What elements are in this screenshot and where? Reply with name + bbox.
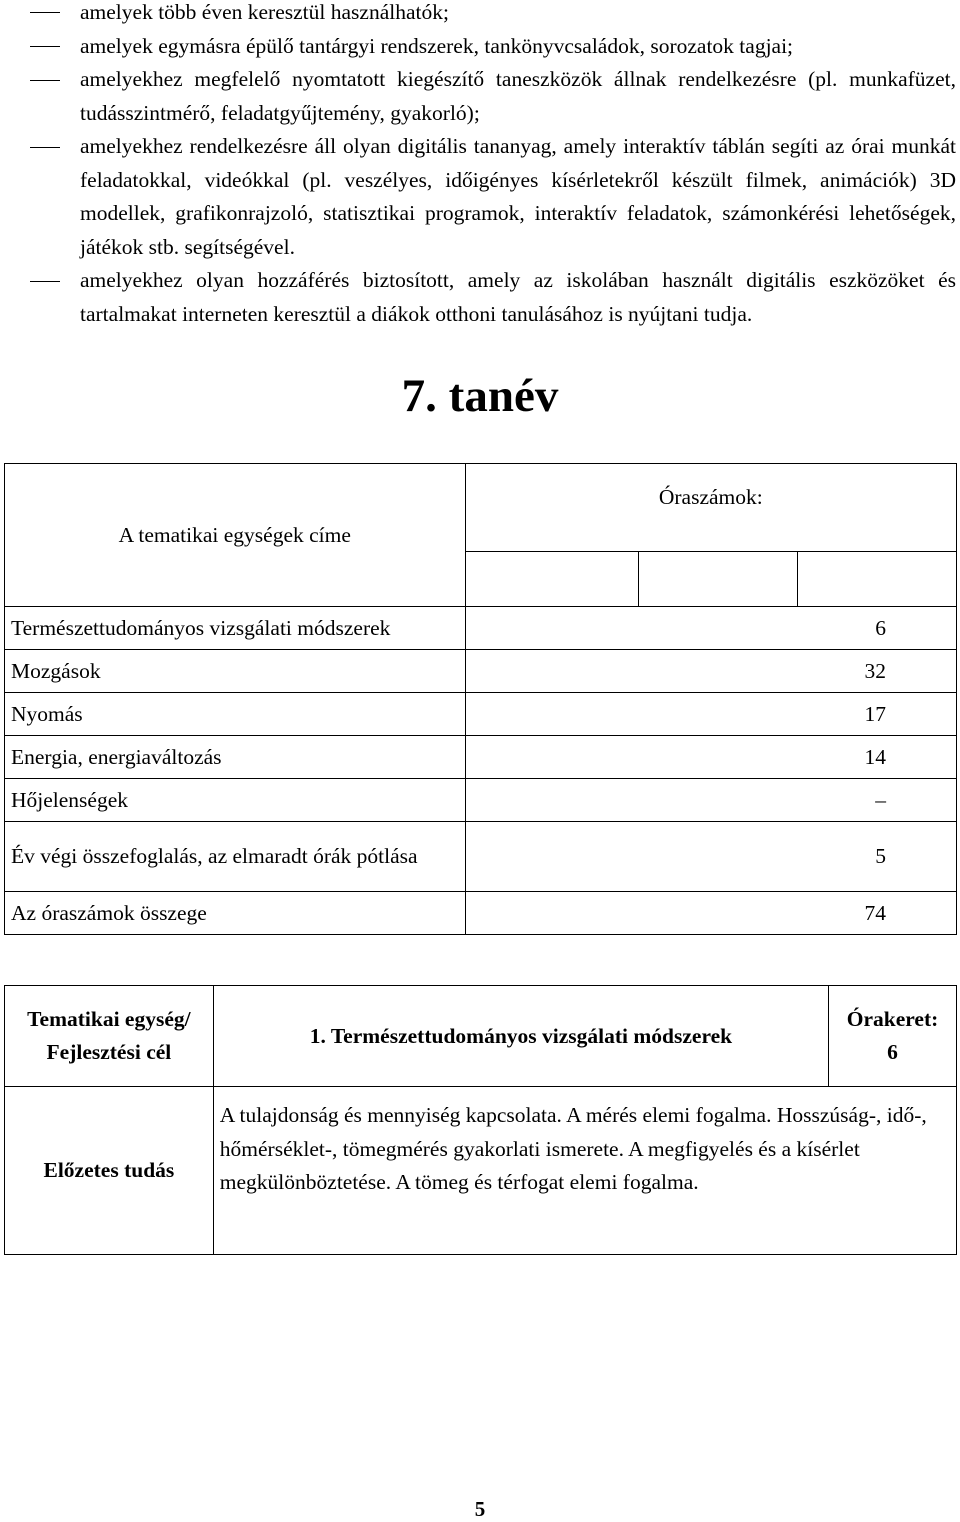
unit-title: Hőjelenségek: [5, 779, 466, 822]
hours-table: [4, 463, 957, 935]
unit-hours: 17: [465, 693, 956, 736]
bullet-text: amelyek több éven keresztül használhatók;: [80, 0, 449, 24]
unit-hours: 6: [465, 607, 956, 650]
bullet-text: amelyekhez rendelkezésre áll olyan digitális tananyag, amely interaktív táblán segíti az órai munkát feladatokkal, videókkal (pl. veszélyes, időigényes kísérletekről készült filmek, animációk) 3D modellek, grafikonrajzoló, statisztikai programok, interaktív feladatok, számonkérési lehetőségek, játékok stb. segítségével.: [80, 134, 956, 259]
unit-hours: 5: [465, 822, 956, 892]
unit-hours: 74: [465, 892, 956, 935]
unit-name: 1. Természettudományos vizsgálati módszerek: [213, 986, 828, 1087]
unit-label: Tematikai egység/ Fejlesztési cél: [5, 986, 214, 1087]
unit-hours: 14: [465, 736, 956, 779]
table-row: [5, 607, 957, 650]
table-row: [5, 650, 957, 693]
year-title: 7. tanév: [401, 370, 559, 422]
time-frame-label: Órakeret:: [846, 1007, 939, 1031]
unit-title: Természettudományos vizsgálati módszerek: [5, 607, 466, 650]
unit-title: Az óraszámok összege: [5, 892, 466, 935]
unit-title: Energia, energiaváltozás: [5, 736, 466, 779]
title-column-header: A tematikai egységek címe: [5, 464, 466, 607]
table-row: [5, 892, 957, 935]
dash-marker: [30, 46, 60, 47]
bullet-text: amelyekhez olyan hozzáférés biztosított, amely az iskolában használt digitális eszközöket és tartalmakat interneten keresztül a diákok otthoni tanulásához is nyújtani tudja.: [80, 268, 956, 326]
unit-title: Nyomás: [5, 693, 466, 736]
empty-cell: [639, 552, 798, 607]
unit-title: Év végi összefoglalás, az elmaradt órák pótlása: [5, 822, 466, 892]
table-row: [5, 693, 957, 736]
table-row: [5, 736, 957, 779]
bullet-text: amelyek egymásra épülő tantárgyi rendszerek, tankönyvcsaládok, sorozatok tagjai;: [80, 34, 794, 58]
table-row: [5, 822, 957, 892]
unit-hours: –: [465, 779, 956, 822]
time-frame-value: 6: [887, 1040, 898, 1064]
dash-marker: [30, 147, 60, 148]
unit-table: [4, 985, 957, 1255]
bullet-text: amelyekhez megfelelő nyomtatott kiegészítő taneszközök állnak rendelkezésre (pl. munkafüzet, tudásszintmérő, feladatgyűjtemény, gyakorló);: [80, 67, 956, 125]
empty-cell: [798, 552, 957, 607]
empty-cell: [465, 552, 639, 607]
prior-knowledge-label: Előzetes tudás: [5, 1087, 214, 1255]
dash-marker: [30, 281, 60, 282]
page-number: 5: [474, 1497, 486, 1521]
unit-title: Mozgások: [5, 650, 466, 693]
table-row: [5, 779, 957, 822]
dash-marker: [30, 12, 60, 13]
dash-marker: [30, 80, 60, 81]
time-frame-cell: [829, 986, 957, 1087]
unit-hours: 32: [465, 650, 956, 693]
hours-header: Óraszámok:: [465, 464, 956, 552]
prior-knowledge-text: A tulajdonság és mennyiség kapcsolata. A mérés elemi fogalma. Hosszúság-, idő-, hőmérséklet-, tömegmérés gyakorlati ismerete. A megfigyelés és a kísérlet megkülönböztetése. A tömeg és térfogat elemi fogalma.: [213, 1087, 956, 1255]
